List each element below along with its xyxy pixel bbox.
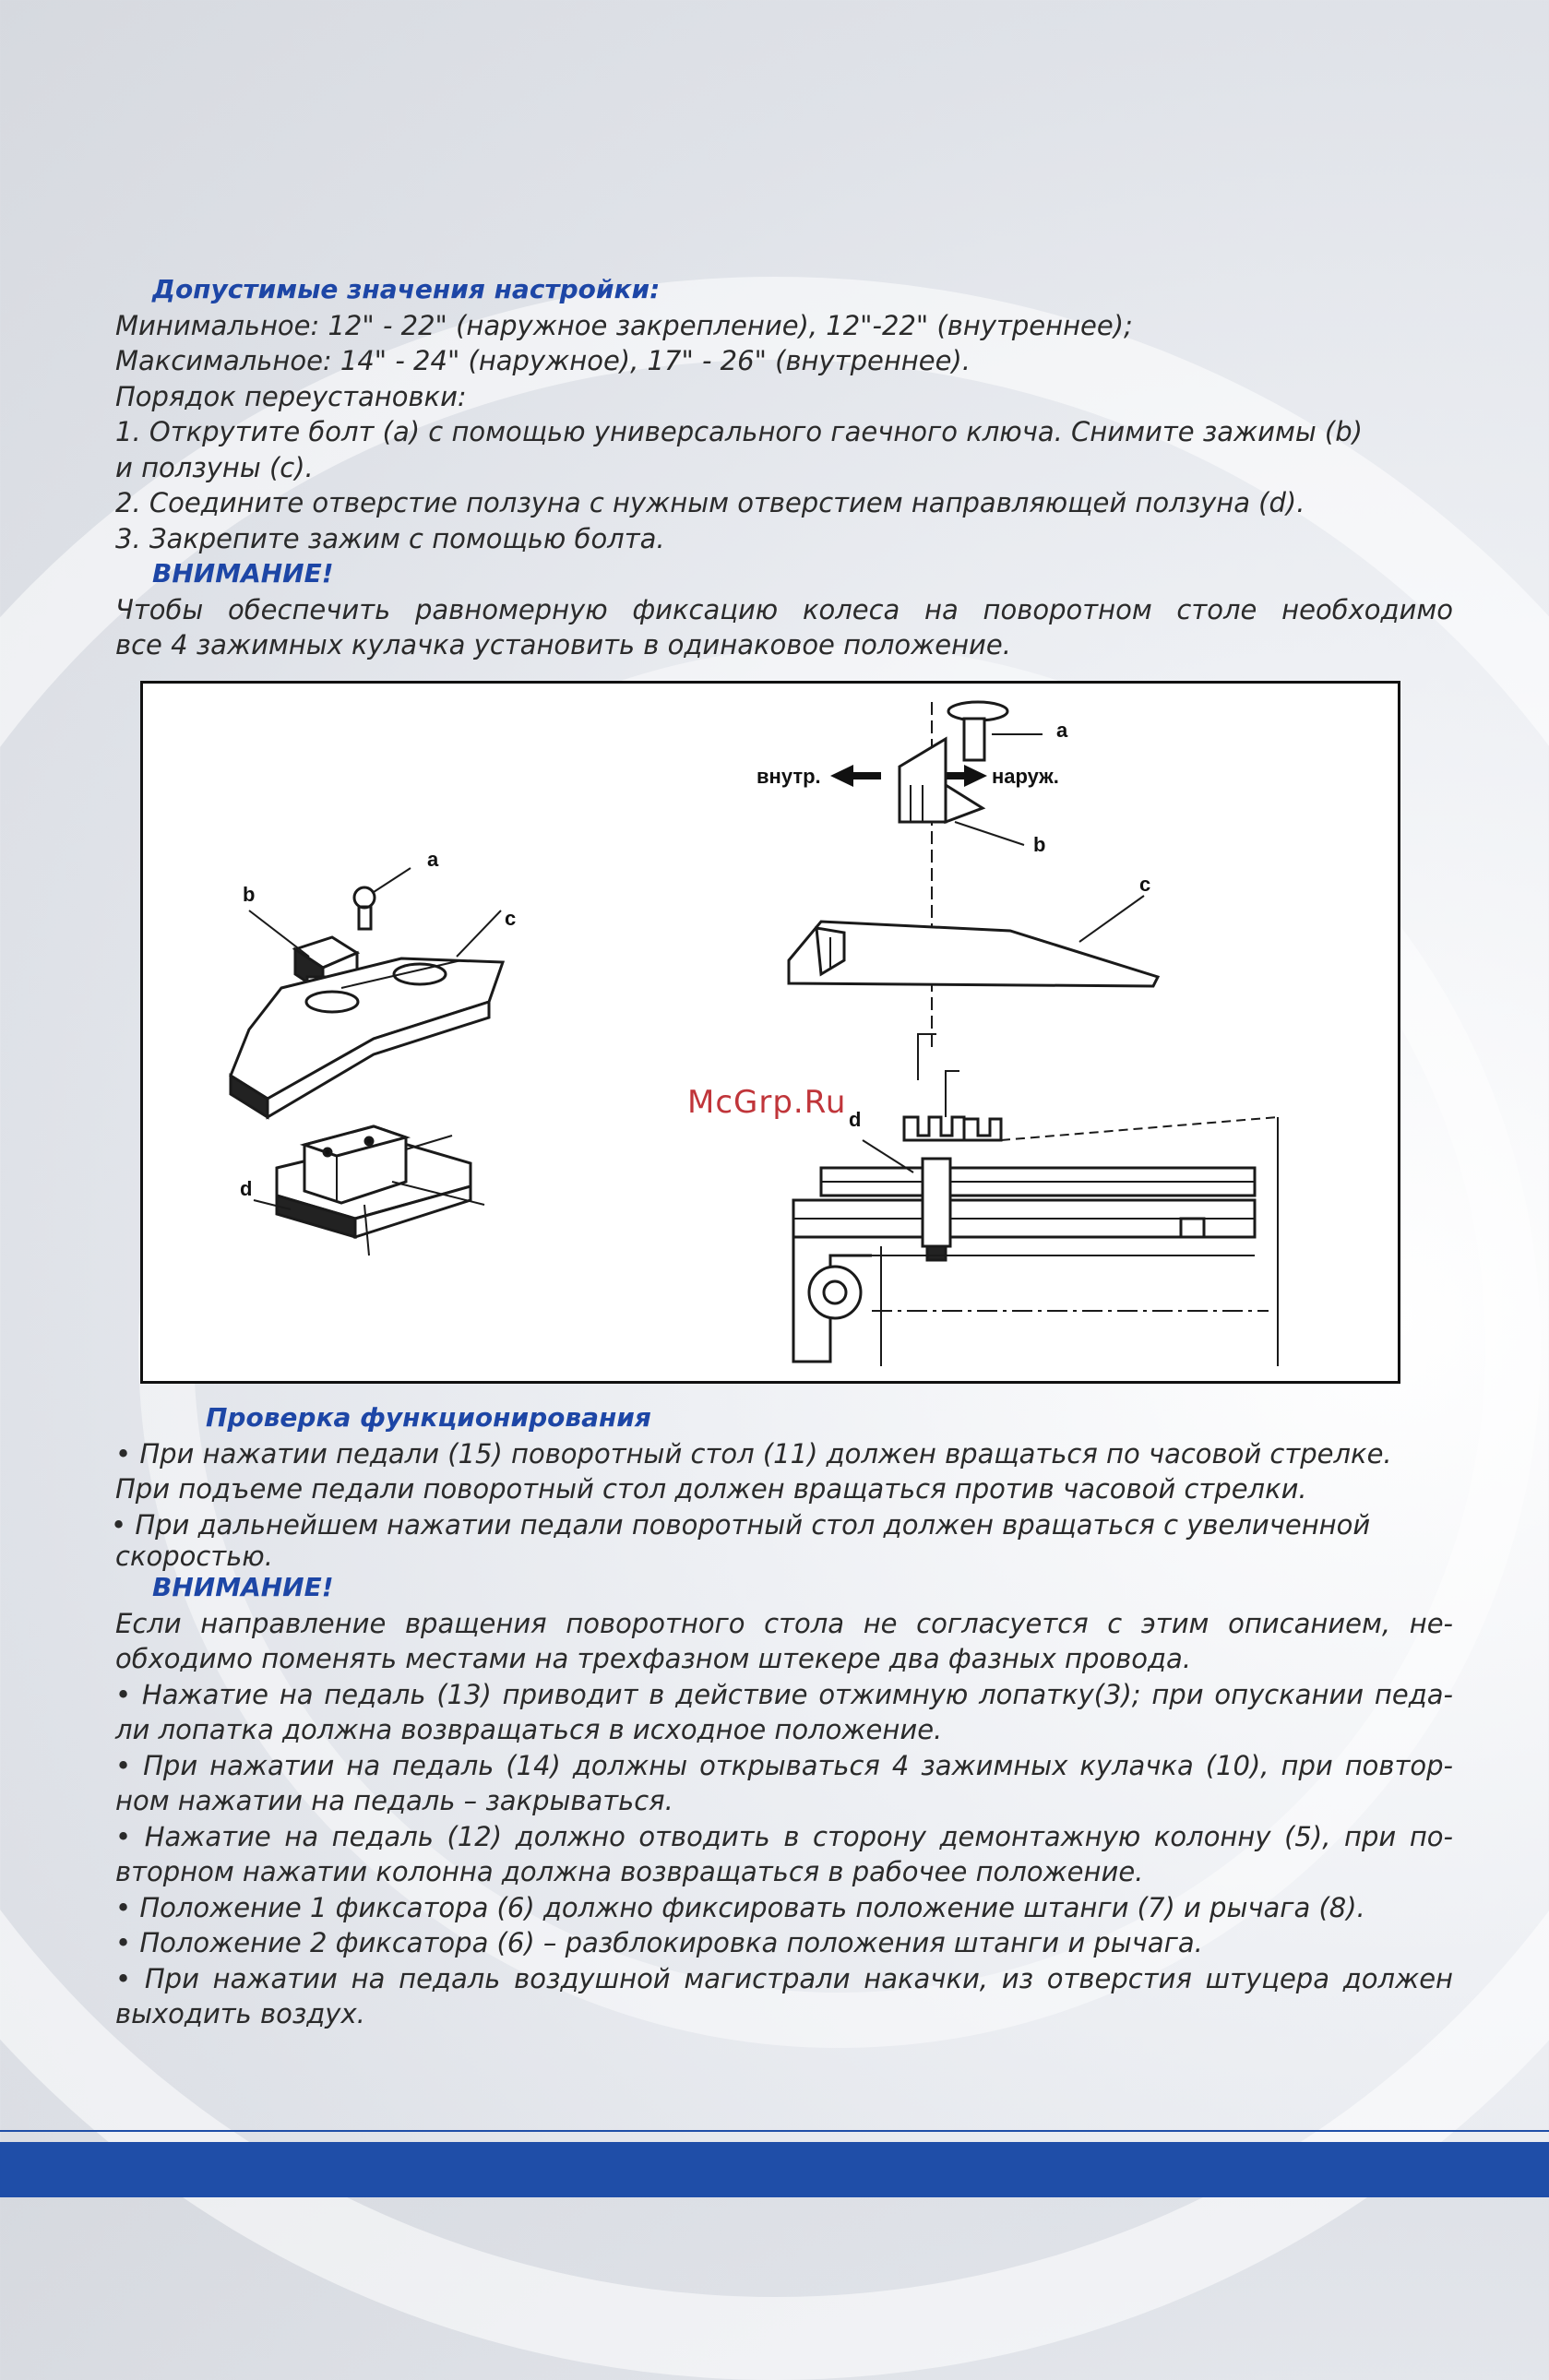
check-line: • При дальнейшем нажатии педали поворотный стол должен вращаться с увеличенной xyxy=(111,1508,1371,1541)
adjustment-diagram xyxy=(140,681,1400,1384)
settings-line: Максимальное: 14" - 24" (наружное), 17" - 26" (внутреннее). xyxy=(115,345,971,376)
check-warning-line: ли лопатка должна возвращаться в исходное положение. xyxy=(115,1714,943,1745)
check-warning-heading: ВНИМАНИЕ! xyxy=(152,1572,334,1602)
check-warning-line: вторном нажатии колонна должна возвращаться в рабочее положение. xyxy=(115,1856,1144,1887)
check-line: • При нажатии педали (15) поворотный стол (11) должен вращаться по часовой стрелке. xyxy=(115,1437,1392,1470)
label-b-left: b xyxy=(243,883,256,906)
settings-line: 3. Закрепите зажим с помощью болта. xyxy=(115,522,665,554)
label-a-right: a xyxy=(1056,719,1068,742)
label-c-left: c xyxy=(505,907,517,930)
check-line: скоростью. xyxy=(115,1541,273,1572)
label-b-right: b xyxy=(1033,833,1046,856)
clamp-b-right xyxy=(900,739,1024,845)
check-heading: Проверка функционирования xyxy=(206,1402,651,1433)
check-warning-line: выходить воздух. xyxy=(115,1998,365,2029)
check-warning-line: • Положение 1 фиксатора (6) должно фиксировать положение штанги (7) и рычага (8). xyxy=(115,1891,1365,1923)
check-section xyxy=(111,1400,1453,2032)
footer-bar xyxy=(0,2142,1549,2197)
check-warning-line: • Положение 2 фиксатора (6) – разблокировка положения штанги и рычага. xyxy=(115,1927,1203,1958)
watermark: McGrp.Ru xyxy=(687,1084,847,1121)
label-c-right: c xyxy=(1139,873,1151,896)
label-outer: наруж. xyxy=(992,765,1059,788)
check-warning-line: ном нажатии на педаль – закрываться. xyxy=(115,1785,673,1816)
slider-c-left xyxy=(231,910,503,1117)
settings-line: 2. Соедините отверстие ползуна с нужным отверстием направляющей ползуна (d). xyxy=(115,487,1305,518)
footer-rule xyxy=(0,2130,1549,2132)
label-d-left: d xyxy=(240,1177,253,1200)
turntable-section xyxy=(793,1034,1278,1366)
check-line: При подъеме педали поворотный стол должен вращаться против часовой стрелки. xyxy=(115,1473,1307,1505)
settings-line: Минимальное: 12" - 22" (наружное закрепление), 12"-22" (внутреннее); xyxy=(115,309,1133,341)
check-warning-line: • Нажатие на педаль (12) должно отводить в сторону демонтажную колонну (5), при по- xyxy=(115,1820,1453,1852)
check-warning-line: • При нажатии на педаль воздушной магистрали накачки, из отверстия штуцера должен xyxy=(115,1962,1453,1994)
diagram-drawing xyxy=(143,684,1398,1381)
settings-line: и ползуны (c). xyxy=(115,451,314,483)
slider-c-right xyxy=(789,896,1158,986)
settings-section xyxy=(115,272,1453,663)
warning-heading: ВНИМАНИЕ! xyxy=(152,558,334,589)
arrow-inner-icon xyxy=(830,765,881,787)
check-warning-line: • При нажатии на педаль (14) должны открываться 4 зажимных кулачка (10), при повтор- xyxy=(115,1749,1453,1781)
warning-line: все 4 зажимных кулачка установить в одинаковое положение. xyxy=(115,629,1011,660)
bolt-a-left xyxy=(354,868,411,929)
check-warning-line: • Нажатие на педаль (13) приводит в действие отжимную лопатку(3); при опускании педа- xyxy=(115,1678,1453,1710)
label-inner: внутр. xyxy=(757,765,821,788)
settings-heading: Допустимые значения настройки: xyxy=(152,274,661,304)
check-warning-line: Если направление вращения поворотного стола не согласуется с этим описанием, не- xyxy=(115,1607,1453,1639)
label-a-left: a xyxy=(427,848,439,871)
bolt-a-right xyxy=(948,702,1043,760)
guide-d-left xyxy=(254,1126,484,1255)
check-warning-line: обходимо поменять местами на трехфазном штекере два фазных провода. xyxy=(115,1643,1192,1674)
settings-line: Порядок переустановки: xyxy=(115,380,467,412)
settings-line: 1. Открутите болт (a) с помощью универсального гаечного ключа. Снимите зажимы (b) xyxy=(115,416,1363,447)
warning-line: Чтобы обеспечить равномерную фиксацию колеса на поворотном столе необходимо xyxy=(115,593,1453,625)
label-d-right: d xyxy=(849,1108,862,1131)
